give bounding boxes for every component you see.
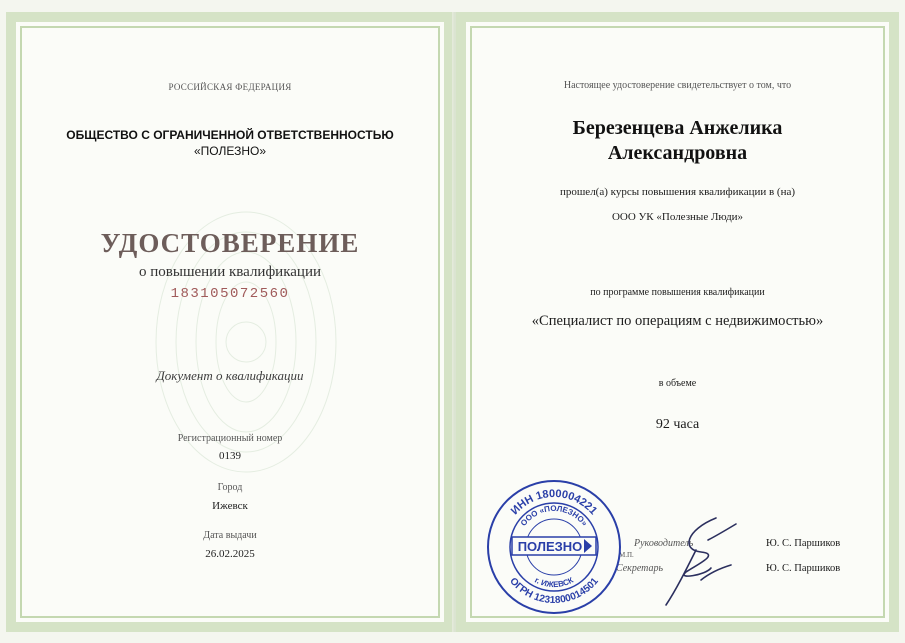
stamp-center-text: ПОЛЕЗНО xyxy=(517,539,583,554)
registration-number-label: Регистрационный номер xyxy=(177,433,283,444)
right-page xyxy=(456,12,899,632)
stamp-ogrn: ОГРН 1231800014501 xyxy=(507,575,601,607)
registration-number-value: 0139 xyxy=(219,450,241,462)
secretary-role-label: Секретарь xyxy=(616,563,664,574)
document-subtitle: о повышении квалификации xyxy=(139,264,321,280)
training-company: ООО УК «Полезные Люди» xyxy=(611,211,744,223)
city-value: Ижевск xyxy=(212,500,248,512)
official-seal-stamp xyxy=(484,477,624,617)
organization-short-name: «ПОЛЕЗНО» xyxy=(193,144,267,158)
stamp-city: г. ИЖЕВСК xyxy=(533,575,575,590)
head-role-label: Руководитель xyxy=(634,538,694,549)
stamp-inn: ИНН 1800004221 xyxy=(508,487,600,518)
intro-text: Настоящее удостоверение свидетельствует о том, что xyxy=(563,80,792,91)
city-label: Город xyxy=(217,482,243,493)
program-label: по программе повышения квалификации xyxy=(590,287,765,298)
hours-value: 92 часа xyxy=(655,417,700,432)
svg-text:ООО «ПОЛЕЗНО» xyxy=(519,504,590,528)
stamp-org: ООО «ПОЛЕЗНО» xyxy=(518,503,590,528)
program-name: «Специалист по операциям с недвижимостью» xyxy=(531,313,824,329)
organization-name: ОБЩЕСТВО С ОГРАНИЧЕННОЙ ОТВЕТСТВЕННОСТЬЮ xyxy=(66,128,394,142)
handwritten-signature xyxy=(656,510,746,610)
svg-text:г. ИЖЕВСК xyxy=(533,575,575,589)
seal-place-label: М.П. xyxy=(619,551,634,559)
holder-name-line1: Березенцева Анжелика xyxy=(572,117,783,139)
certificate-number: 183105072560 xyxy=(170,286,290,302)
document-type: Документ о квалификации xyxy=(156,368,304,383)
secretary-signer-name: Ю. С. Паршиков xyxy=(766,563,841,574)
volume-label: в объеме xyxy=(658,378,697,389)
issue-date-value: 26.02.2025 xyxy=(205,548,255,560)
document-title: УДОСТОВЕРЕНИЕ xyxy=(100,228,360,258)
country-label: РОССИЙСКАЯ ФЕДЕРАЦИЯ xyxy=(168,82,292,92)
head-signer-name: Ю. С. Паршиков xyxy=(766,538,841,549)
left-page xyxy=(6,12,454,632)
issue-date-label: Дата выдачи xyxy=(203,530,257,541)
holder-name-line2: Александровна xyxy=(607,142,748,164)
passed-courses-text: прошел(а) курсы повышения квалификации в (на) xyxy=(559,186,796,198)
